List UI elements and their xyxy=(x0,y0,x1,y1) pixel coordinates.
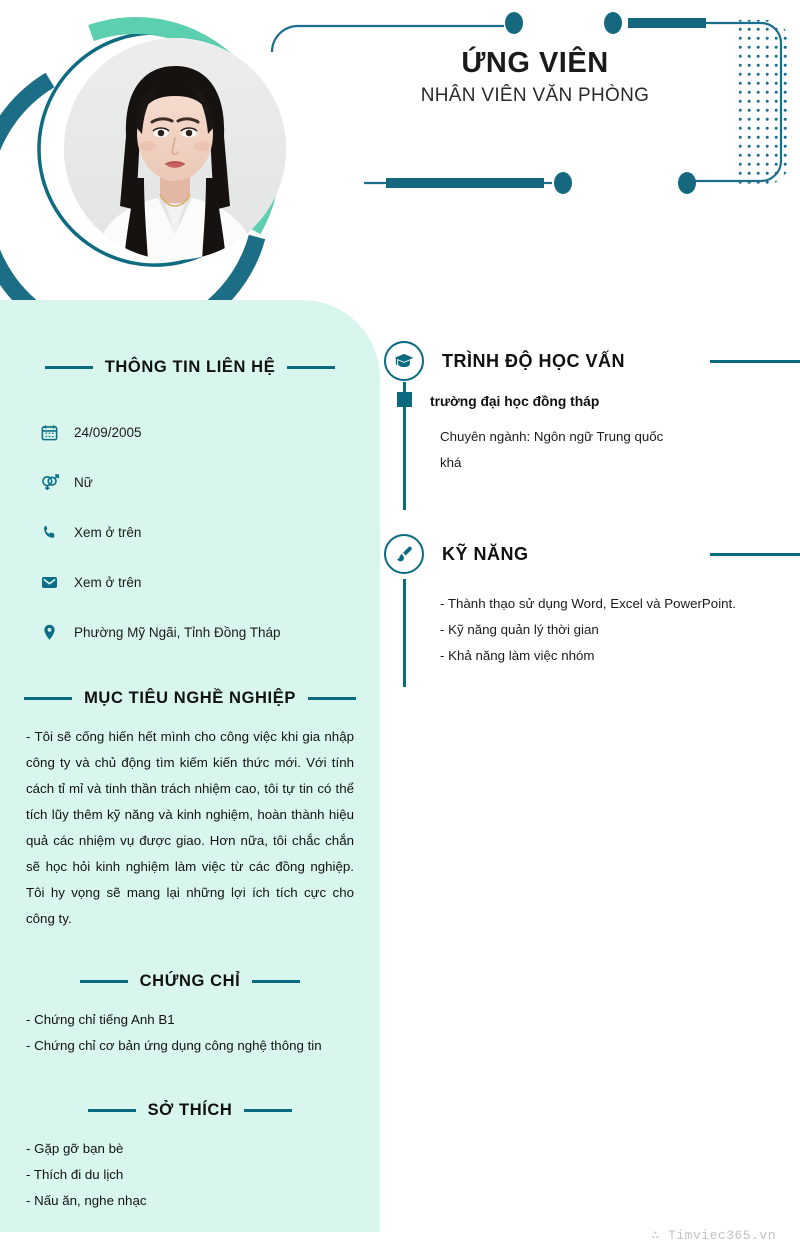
title-block xyxy=(330,48,740,107)
skills-timeline xyxy=(403,575,800,669)
education-timeline xyxy=(403,382,800,475)
photo-cluster xyxy=(14,8,304,298)
list-item: - Nấu ăn, nghe nhạc xyxy=(26,1193,147,1208)
hobbies-section xyxy=(0,1101,380,1214)
heading-rule-left xyxy=(88,1109,136,1112)
location-icon xyxy=(38,621,60,643)
skills-heading-label: KỸ NĂNG xyxy=(442,543,529,564)
list-item: - Thành thạo sử dụng Word, Excel và PowerPoint. xyxy=(440,596,736,611)
heading-rule-right xyxy=(252,980,300,983)
contact-value-email: Xem ở trên xyxy=(74,574,142,590)
contact-item-address xyxy=(26,607,354,657)
heading-rule-right xyxy=(244,1109,292,1112)
certificates-heading-label: CHỨNG CHỈ xyxy=(139,972,241,990)
heading-rule-right xyxy=(710,553,800,556)
watermark: ∴ Timviec365.vn xyxy=(651,1228,776,1243)
objective-section xyxy=(0,689,380,932)
graduation-cap-icon xyxy=(384,341,424,381)
contact-heading xyxy=(26,358,354,377)
education-grade: khá xyxy=(440,455,462,470)
timeline-line xyxy=(403,579,406,687)
contact-value-address: Phường Mỹ Ngãi, Tỉnh Đồng Tháp xyxy=(74,624,281,640)
education-heading-label: TRÌNH ĐỘ HỌC VẤN xyxy=(442,350,625,371)
certificates-list xyxy=(26,1007,354,1059)
heading-rule-left xyxy=(80,980,128,983)
hobbies-heading xyxy=(26,1101,354,1120)
contact-value-phone: Xem ở trên xyxy=(74,524,142,540)
objective-heading-label: MỤC TIÊU NGHỀ NGHIỆP xyxy=(84,689,296,707)
list-item: - Chứng chỉ cơ bản ứng dụng công nghệ thông tin xyxy=(26,1038,322,1053)
contact-value-birthdate: 24/09/2005 xyxy=(74,424,142,440)
heading-rule-right xyxy=(287,366,335,369)
education-major: Chuyên ngành: Ngôn ngữ Trung quốc xyxy=(440,429,664,444)
skills-heading xyxy=(384,533,800,575)
contact-heading-label: THÔNG TIN LIÊN HỆ xyxy=(104,358,276,376)
list-item: - Khả năng làm việc nhóm xyxy=(440,648,595,663)
education-school: trường đại học đồng tháp xyxy=(430,394,600,409)
list-item: - Gặp gỡ bạn bè xyxy=(26,1141,124,1156)
contact-section xyxy=(0,300,380,657)
certificates-heading xyxy=(26,972,354,991)
education-heading xyxy=(384,340,800,382)
heading-rule-left xyxy=(24,697,72,700)
calendar-icon xyxy=(38,421,60,443)
phone-icon xyxy=(38,521,60,543)
heading-rule-right xyxy=(308,697,356,700)
footer xyxy=(0,1226,800,1244)
gender-icon xyxy=(38,471,60,493)
avatar xyxy=(64,38,286,260)
heading-rule-left xyxy=(45,366,93,369)
contact-list xyxy=(26,407,354,657)
contact-item-gender xyxy=(26,457,354,507)
hobbies-heading-label: SỞ THÍCH xyxy=(147,1101,233,1119)
timeline-marker xyxy=(397,392,412,407)
paintbrush-icon xyxy=(384,534,424,574)
education-section xyxy=(384,340,800,475)
heading-rule-right xyxy=(710,360,800,363)
contact-item-birthdate xyxy=(26,407,354,457)
list-item: - Chứng chỉ tiếng Anh B1 xyxy=(26,1012,175,1027)
portrait-image xyxy=(64,38,286,260)
list-item: - Kỹ năng quản lý thời gian xyxy=(440,622,599,637)
contact-item-email xyxy=(26,557,354,607)
sidebar xyxy=(0,300,380,1232)
objective-text: - Tôi sẽ cống hiến hết mình cho công việc khi gia nhập công ty và chủ động tìm kiếm kiến thức mới. Với tính cách tỉ mỉ và tinh thần trách nhiệm cao, tôi tự tin có thể tích lũy thêm kỹ năng và kinh nghiệm, hoàn thành hiệu quả các nhiệm vụ được giao. Hơn nữa, tôi chắc chắn sẽ học hỏi kinh nghiệm làm việc từ các đồng nghiệp. Tôi hy vọng sẽ mang lại những lợi ích tích cực cho công ty. xyxy=(26,729,354,926)
email-icon xyxy=(38,571,60,593)
objective-heading xyxy=(26,689,354,708)
page-subtitle: NHÂN VIÊN VĂN PHÒNG xyxy=(420,84,650,106)
main-column xyxy=(384,340,800,669)
contact-item-phone xyxy=(26,507,354,557)
list-item: - Thích đi du lịch xyxy=(26,1167,124,1182)
contact-value-gender: Nữ xyxy=(74,474,93,490)
certificates-section xyxy=(0,972,380,1059)
page-title: ỨNG VIÊN xyxy=(461,47,609,79)
skills-section xyxy=(384,533,800,669)
hobbies-list xyxy=(26,1136,354,1214)
header xyxy=(0,0,800,300)
